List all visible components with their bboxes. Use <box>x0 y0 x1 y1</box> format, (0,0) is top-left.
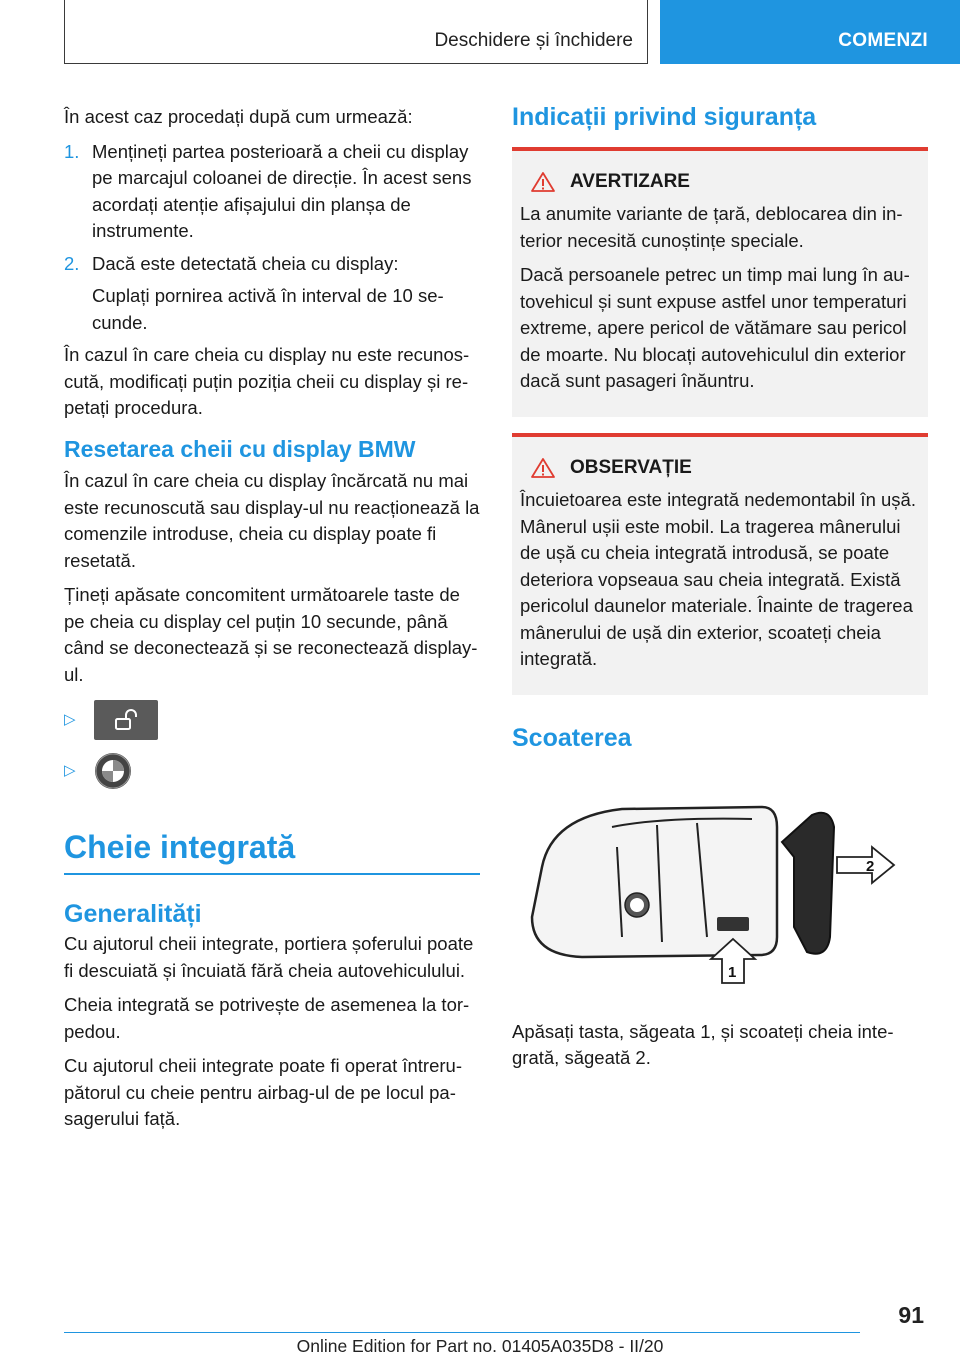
warning-title: AVERTIZARE <box>570 170 690 192</box>
left-column <box>64 104 480 1141</box>
remove-text: Apăsați tasta, săgeata 1, și scoateți cheia integrată, săgeată 2. <box>512 1020 894 1068</box>
header-chapter-title: COMENZI <box>838 30 928 51</box>
step-2 <box>64 251 480 278</box>
remove-heading: Scoaterea <box>512 723 632 752</box>
arrow-label-1: 1 <box>728 964 737 981</box>
key-button-row-unlock <box>64 700 480 740</box>
reset-paragraph-2: Țineți apăsate concomitent următoarele taste de pe cheia cu display cel puțin 10 secunde, până când se deconectează și se reconectează display-ul. <box>64 584 478 685</box>
step-text: Dacă este detectată cheia cu display: <box>92 252 399 274</box>
reset-heading: Resetarea cheii cu display BMW <box>64 435 416 462</box>
notice-box <box>512 433 928 695</box>
general-heading: Generalități <box>64 899 202 928</box>
reset-paragraph-1: În cazul în care cheia cu display încărcată nu mai este recunoscută sau display-ul nu reacționează la comenzile introduse, cheia cu display poate fi resetată. <box>64 470 480 571</box>
safety-heading: Indicații privind siguranța <box>512 103 817 131</box>
footer-divider <box>64 1332 860 1333</box>
step-number: 2. <box>64 252 80 274</box>
unlock-button-icon <box>94 700 158 740</box>
general-paragraph-3: Cu ajutorul cheii integrate poate fi operat întrerupătorul cu cheie pentru airbag-ul de pe locul pasagerului față. <box>64 1055 462 1129</box>
page-number: 91 <box>898 1302 924 1328</box>
footer-edition: Online Edition for Part no. 01405A035D8 - II/20 <box>296 1336 664 1356</box>
key-button-row-logo <box>64 752 480 790</box>
notice-paragraph: Încuietoarea este integrată nedemontabil în ușă. Mânerul ușii este mobil. La tragerea mânerului de ușă cu cheia integrată introdusă, se poate deteriora vopseaua sau cheia integrată. Există pericolul daunelor materiale. Înainte de tragerea mânerului de ușă din exterior, scoateți cheia integrată. <box>520 489 916 669</box>
header-section-tab <box>64 0 648 64</box>
warning-paragraph-1: La anumite variante de țară, deblocarea din interior necesită cunoștințe speciale. <box>520 203 903 251</box>
arrow-marker: ▷ <box>64 761 76 779</box>
step-text: Mențineți partea posterioară a cheii cu display pe marcajul coloanei de direcție. În acest sens acordați atenție afișajului din planșa de instrumente. <box>92 140 472 241</box>
notice-title: OBSERVAȚIE <box>570 456 692 478</box>
intro-text: În acest caz procedați după cum urmează: <box>64 106 413 127</box>
step-number: 1. <box>64 140 80 162</box>
integrated-key-removal-illustration <box>512 787 928 987</box>
header-chapter-tab <box>660 0 960 64</box>
right-column <box>512 104 928 1080</box>
chapter-heading: Cheie integrată <box>64 834 480 875</box>
general-paragraph-1: Cu ajutorul cheii integrate, portiera șoferului poate fi descuiată și încuiată fără cheia autovehiculului. <box>64 933 474 981</box>
arrow-marker: ▷ <box>64 710 76 728</box>
after-steps-text: În cazul în care cheia cu display nu este recunoscută, modificați puțin poziția cheii cu display și repetați procedura. <box>64 344 470 418</box>
warning-paragraph-2: Dacă persoanele petrec un timp mai lung în autovehicul și sunt expuse astfel unor temperaturi extreme, apere pericol de vătămare sau pericol de moarte. Nu blocați autovehiculul din exterior dacă sunt pasageri înăuntru. <box>520 264 910 391</box>
header-section-title: Deschidere și închidere <box>434 30 633 51</box>
step-1 <box>64 139 480 245</box>
warning-triangle-icon <box>530 171 556 193</box>
step-2-substep: Cuplați pornirea activă în interval de 10 secunde. <box>92 285 444 333</box>
warning-triangle-icon <box>530 457 556 479</box>
bmw-logo-button-icon <box>94 752 132 790</box>
warning-box <box>512 147 928 417</box>
general-paragraph-2: Cheia integrată se potrivește de asemenea la torpedou. <box>64 994 470 1042</box>
arrow-label-2: 2 <box>866 858 875 875</box>
